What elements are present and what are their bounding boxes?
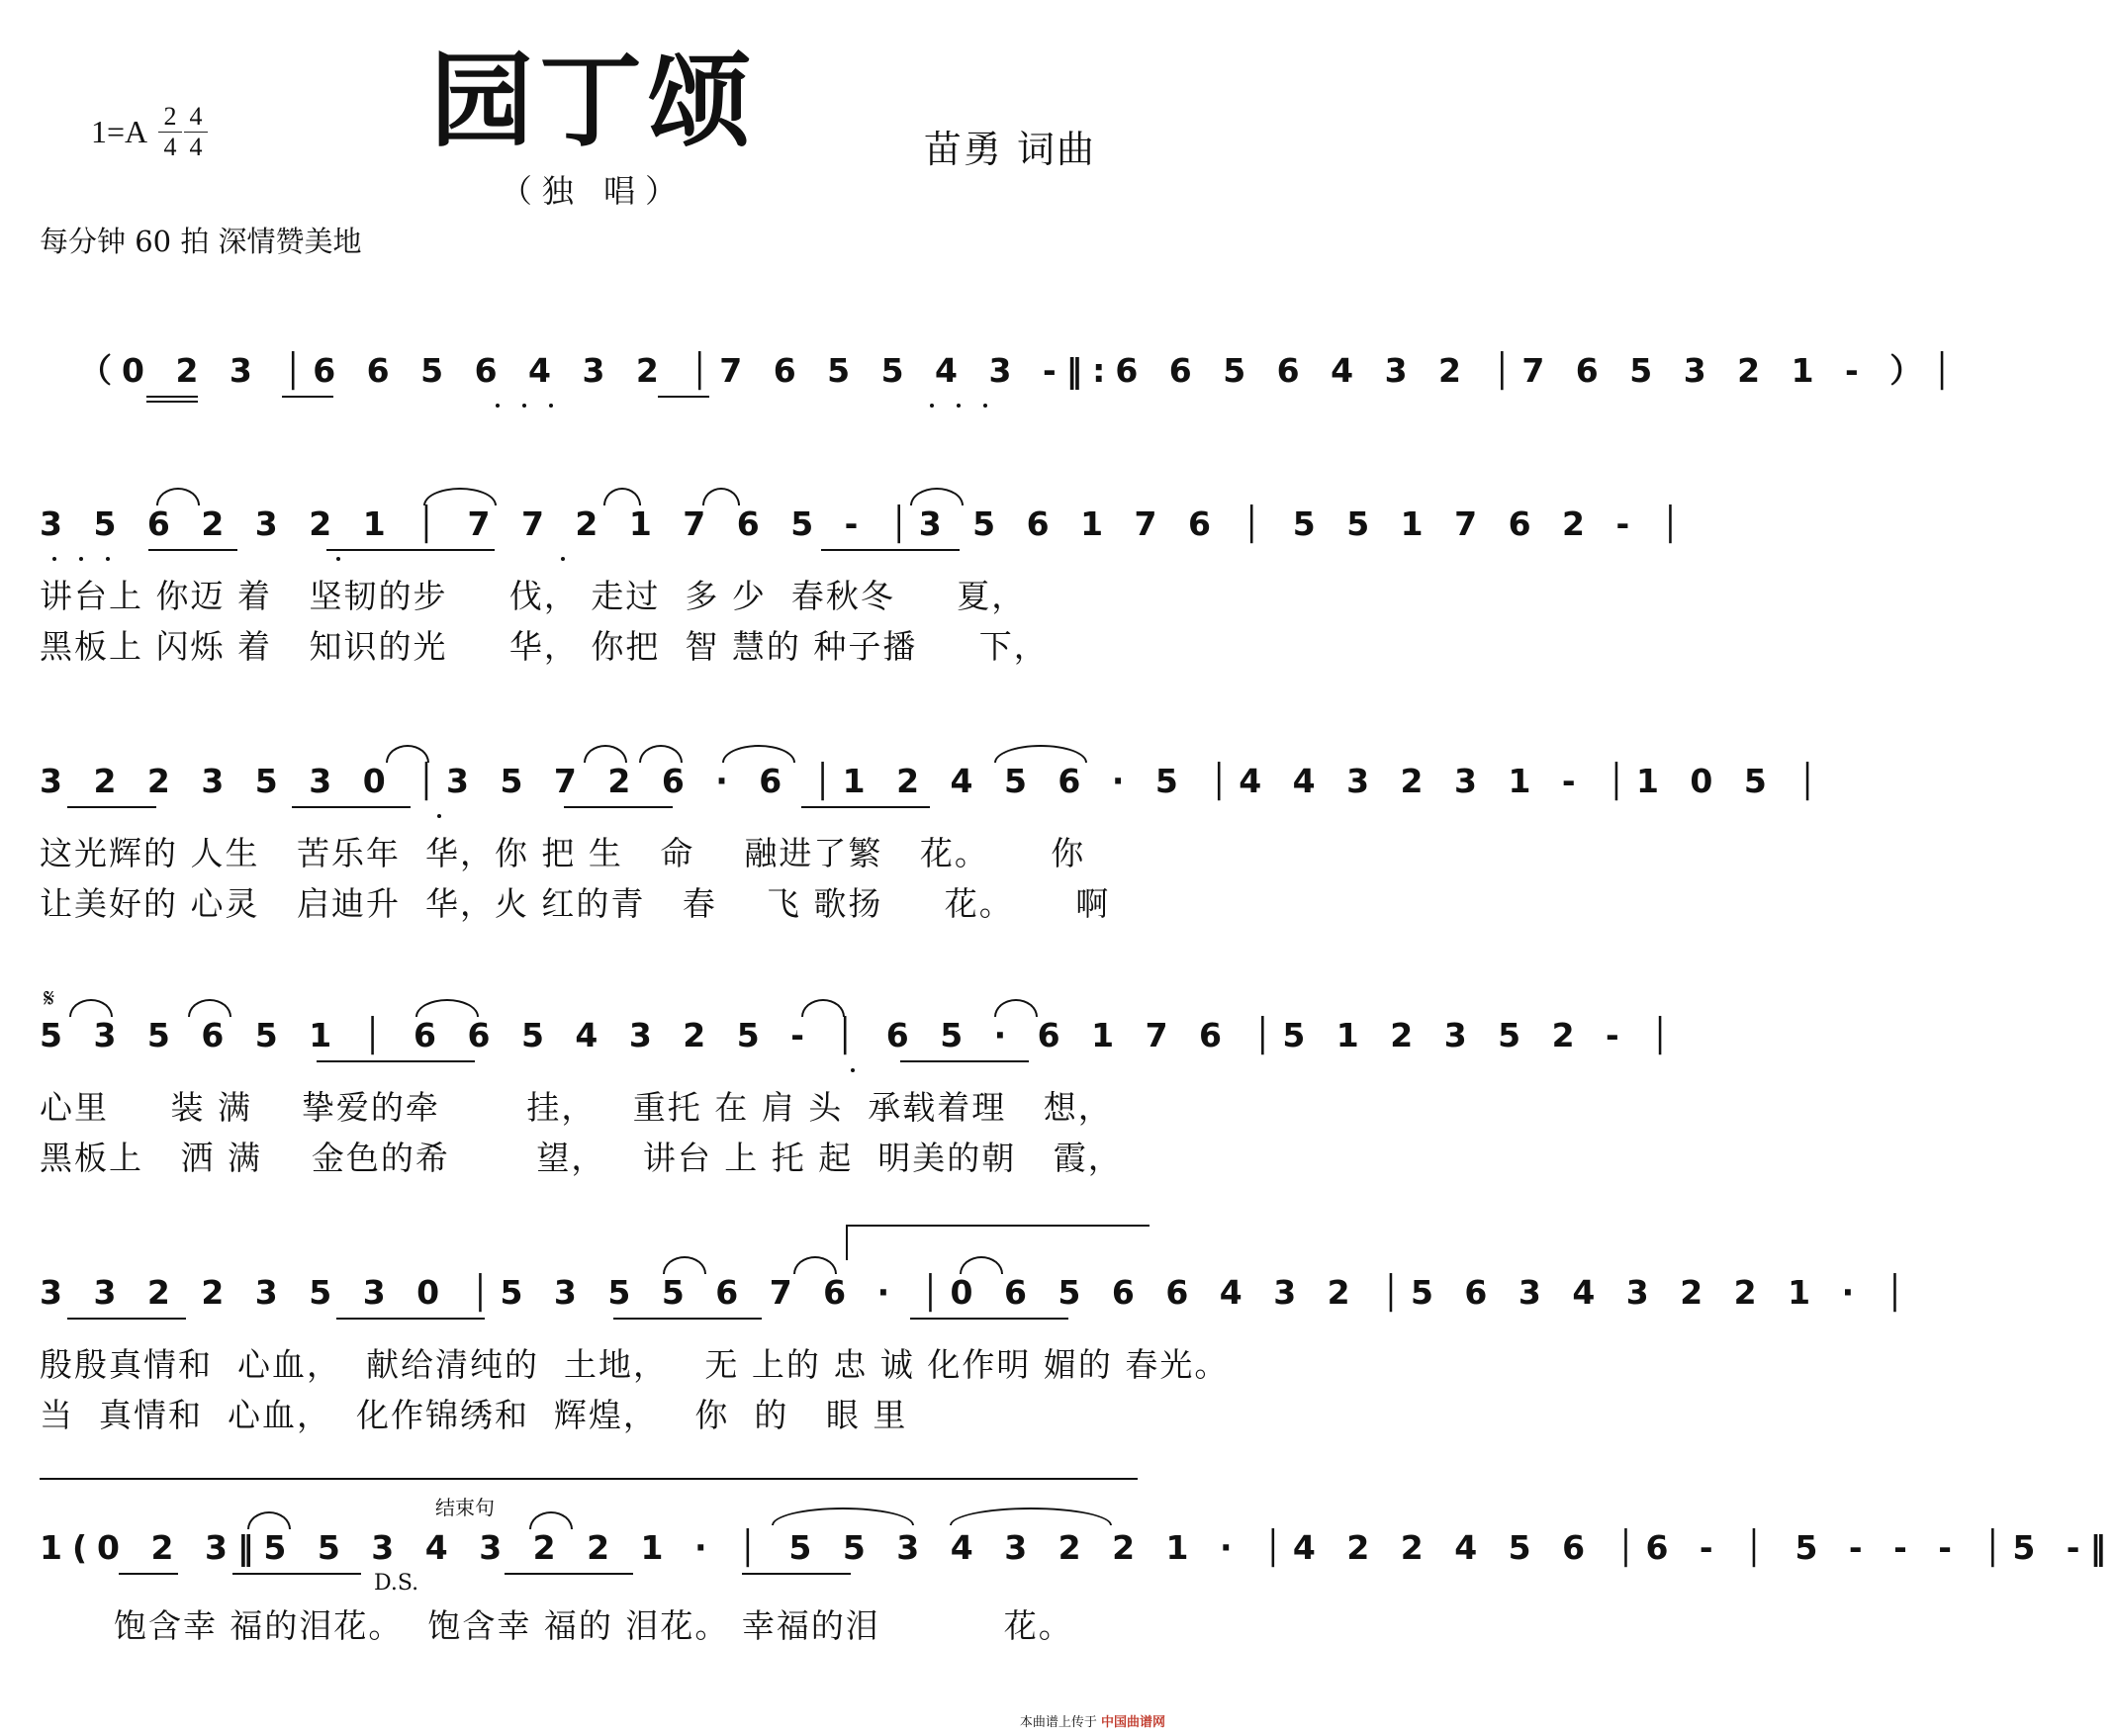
underline <box>67 806 156 808</box>
key-signature: 1=A <box>91 114 148 149</box>
octave-dot <box>437 814 441 818</box>
underline <box>67 1318 186 1320</box>
underline <box>119 1573 178 1575</box>
underline <box>900 1060 1029 1062</box>
octave-dot <box>983 404 987 408</box>
score-row-6 <box>40 1513 2116 1583</box>
underline <box>292 806 411 808</box>
underline <box>148 549 237 551</box>
volta-bracket-2 <box>40 1478 1138 1513</box>
composer-credit: 苗勇 词曲 <box>923 128 1096 171</box>
ending-label: 结束句 <box>435 1496 495 1519</box>
octave-dot <box>957 404 961 408</box>
score-row-3 <box>40 747 1828 816</box>
meter2-denominator: 4 <box>184 132 208 162</box>
meter2-numerator: 4 <box>189 102 203 131</box>
octave-dot <box>79 557 83 561</box>
underline <box>910 1318 1068 1320</box>
meter1-denominator: 4 <box>158 132 182 162</box>
score-row-5 <box>40 1258 1915 1327</box>
octave-dot <box>549 404 553 408</box>
meter1-numerator: 2 <box>163 102 177 131</box>
underline <box>564 806 673 808</box>
row6-lyrics: 饱含幸 福的泪花。 饱含幸 福的 泪花。 幸福的泪 花。 <box>40 1606 1073 1645</box>
time-signature-2 <box>184 102 208 162</box>
volta-bracket <box>846 1225 1150 1260</box>
row2-notes: 3 5 6 2 3 2 1 │ 7 7 2 1 7 6 5 - │3 5 6 1 7 6 │ 5 5 1 7 6 2 - │ <box>40 504 1691 543</box>
footer-watermark <box>1020 1711 1165 1730</box>
octave-dot <box>851 1068 855 1072</box>
segno-sign: 𝄋 <box>44 984 55 1014</box>
underline <box>317 1060 475 1062</box>
song-title: 园丁颂 <box>429 41 757 161</box>
song-subtitle: （独 唱） <box>500 172 688 210</box>
underline <box>801 806 930 808</box>
octave-dot <box>522 404 526 408</box>
row4-lyrics-verse2: 黑板上 洒 满 金色的希 望， 讲台 上 托 起 明美的朝 霞， <box>40 1139 1123 1177</box>
underline <box>232 1573 361 1575</box>
underline <box>613 1318 762 1320</box>
row5-lyrics-verse1: 殷殷真情和 心血， 献给清纯的 土地， 无 上的 忠 诚 化作明 媚的 春光。 <box>40 1345 1230 1384</box>
octave-dot <box>52 557 56 561</box>
tempo-marking: 每分钟 60 拍 深情赞美地 <box>40 225 362 258</box>
row4-notes: 5 3 5 6 5 1 │ 6 6 5 4 3 2 5 - │ 6 5 · 6 1 7 6 │5 1 2 3 5 2 - │ <box>40 1016 1681 1054</box>
underline <box>658 396 709 398</box>
underline <box>821 549 960 551</box>
row1-notes: （0 2 3 │6 6 5 6 4 3 2 │7 6 5 5 4 3 -‖:6 6 5 6 4 3 2 │7 6 5 3 2 1 - ）│ <box>79 351 1963 390</box>
row5-notes: 3 3 2 2 3 5 3 0 │5 3 5 5 6 7 6 · │0 6 5 6 6 4 3 2 │5 6 3 4 3 2 2 1 · │ <box>40 1273 1915 1312</box>
underline <box>505 1573 633 1575</box>
underline <box>326 549 495 551</box>
underline <box>742 1573 851 1575</box>
score-row-4 <box>40 1001 1681 1070</box>
dal-segno: D.S. <box>374 1571 419 1596</box>
footer-text: 本曲谱上传于 <box>1019 1715 1097 1730</box>
row3-notes: 3 2 2 3 5 3 0 │3 5 7 2 6 · 6 │1 2 4 5 6 · 5 │4 4 3 2 3 1 - │1 0 5 │ <box>40 762 1828 800</box>
octave-dot <box>496 404 500 408</box>
octave-dot <box>561 557 565 561</box>
row3-lyrics-verse2: 让美好的 心灵 启迪升 华，火 红的青 春 飞 歌扬 花。 啊 <box>40 884 1111 923</box>
row3-lyrics-verse1: 这光辉的 人生 苦乐年 华，你 把 生 命 融进了繁 花。 你 <box>40 834 1086 872</box>
row2-lyrics-verse1: 讲台上 你迈 着 坚韧的步 伐， 走过 多 少 春秋冬 夏， <box>40 577 1027 615</box>
underline <box>146 396 198 398</box>
time-signature-1 <box>158 102 182 162</box>
underline <box>282 396 333 398</box>
underline <box>146 401 198 403</box>
row2-lyrics-verse2: 黑板上 闪烁 着 知识的光 华， 你把 智 慧的 种子播 下， <box>40 627 1049 666</box>
row5-lyrics-verse2: 当 真情和 心血， 化作锦绣和 辉煌， 你 的 眼 里 <box>40 1396 908 1434</box>
octave-dot <box>930 404 934 408</box>
row4-lyrics-verse1: 心里 装 满 挚爱的牵 挂， 重托 在 肩 头 承载着理 想， <box>40 1088 1113 1127</box>
underline <box>336 1318 485 1320</box>
score-row-1 <box>40 336 1963 406</box>
octave-dot <box>336 557 340 561</box>
footer-site-logo: 中国曲谱网 <box>1100 1715 1165 1730</box>
row6-notes: 1(0 2 3‖5 5 3 4 3 2 2 1 · │ 5 5 3 4 3 2 2 1 · │4 2 2 4 5 6 │6 - │ 5 - - - │5 -‖ <box>40 1528 2116 1567</box>
score-row-2 <box>40 490 1691 559</box>
octave-dot <box>106 557 110 561</box>
